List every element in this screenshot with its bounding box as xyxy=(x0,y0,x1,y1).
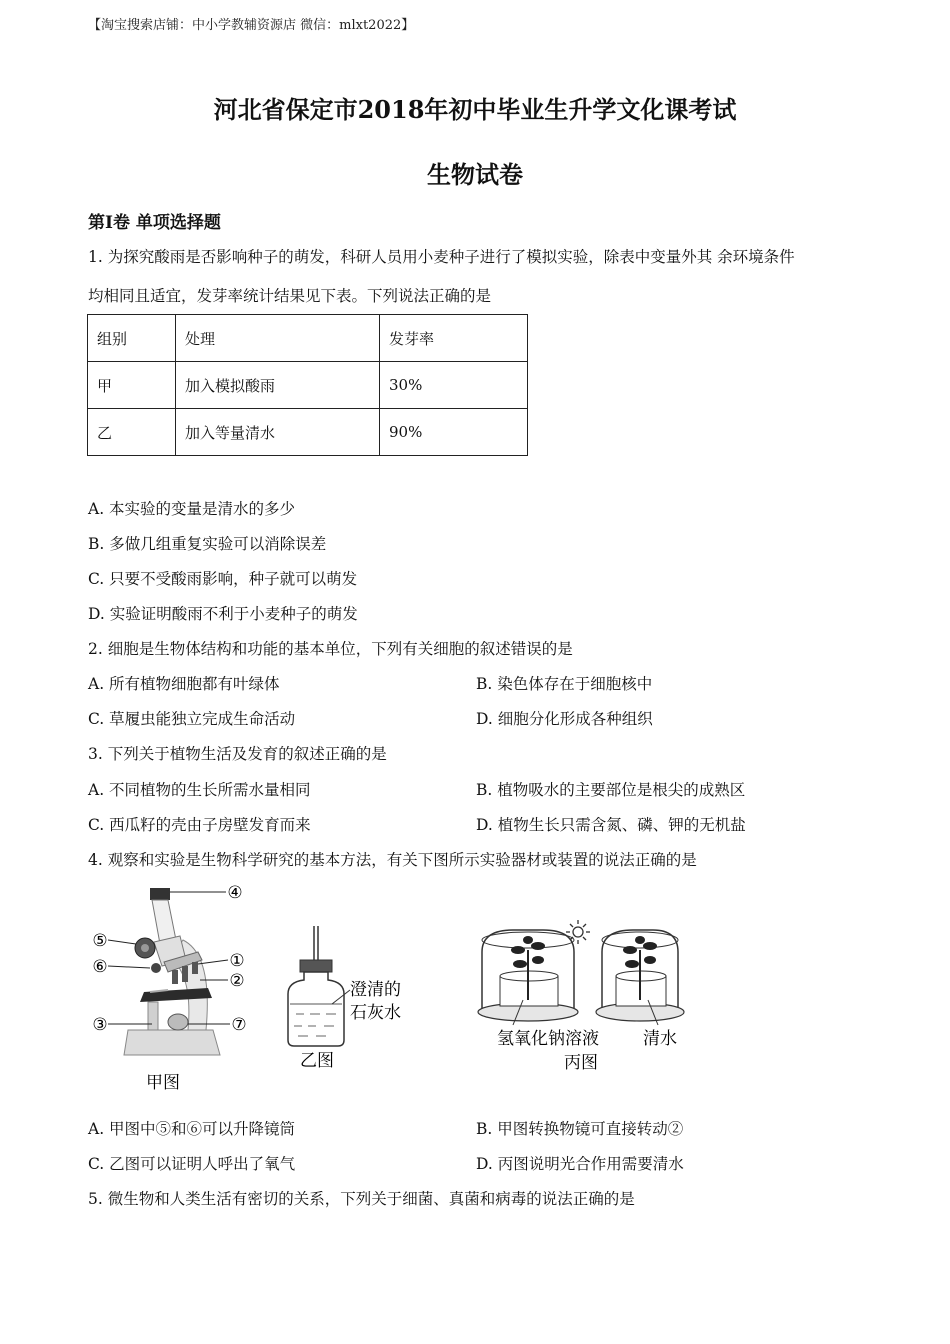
callout-7: ⑦ xyxy=(231,1015,247,1035)
bell-jar-right xyxy=(596,930,684,1021)
label-naoh-solution: 氢氧化钠溶液 xyxy=(497,1029,599,1049)
table-cell: 加入等量清水 xyxy=(176,409,380,456)
callout-6: ⑥ xyxy=(92,957,108,977)
q1-stem-line2: 均相同且适宜，发芽率统计结果见下表。下列说法正确的是 xyxy=(88,287,492,305)
limewater-bottle xyxy=(288,926,350,1046)
q4-stem: 4. 观察和实验是生物科学研究的基本方法，有关下图所示实验器材或装置的说法正确的是 xyxy=(88,851,697,869)
table-row xyxy=(88,409,528,456)
exam-title: 河北省保定市2018年初中毕业生升学文化课考试 xyxy=(213,95,737,124)
q4-option-a: A. 甲图中⑤和⑥可以升降镜筒 xyxy=(88,1120,296,1138)
q4-figure xyxy=(88,880,708,1095)
exam-subtitle: 生物试卷 xyxy=(427,160,523,189)
q2-option-b: B. 染色体存在于细胞核中 xyxy=(476,675,653,693)
figure-label-bing: 丙图 xyxy=(564,1053,598,1073)
label-limewater-line1: 澄清的 xyxy=(350,980,401,1000)
q3-option-b: B. 植物吸水的主要部位是根尖的成熟区 xyxy=(476,781,746,799)
callout-3: ③ xyxy=(92,1015,108,1035)
table-cell: 90% xyxy=(380,409,528,456)
q4-option-d: D. 丙图说明光合作用需要清水 xyxy=(476,1155,684,1173)
q2-option-a: A. 所有植物细胞都有叶绿体 xyxy=(88,675,280,693)
label-clear-water: 清水 xyxy=(643,1029,677,1049)
callout-4: ④ xyxy=(227,883,243,903)
table-header-cell: 组别 xyxy=(88,315,176,362)
microscope-illustration xyxy=(124,888,220,1055)
callout-2: ② xyxy=(229,971,245,991)
callout-1: ① xyxy=(229,951,245,971)
q2-stem: 2. 细胞是生物体结构和功能的基本单位，下列有关细胞的叙述错误的是 xyxy=(88,640,573,658)
table-header-cell: 处理 xyxy=(176,315,380,362)
table-header-row xyxy=(88,315,528,362)
table-cell: 乙 xyxy=(88,409,176,456)
q1-option-c: C. 只要不受酸雨影响，种子就可以萌发 xyxy=(88,570,358,588)
q1-stem-line1: 1. 为探究酸雨是否影响种子的萌发，科研人员用小麦种子进行了模拟实验，除表中变量外其 余环境条件 xyxy=(88,248,795,266)
header-ad: 【淘宝搜索店铺：中小学教辅资源店 微信：mlxt2022】 xyxy=(88,18,415,33)
q2-option-c: C. 草履虫能独立完成生命活动 xyxy=(88,710,296,728)
table-header-cell: 发芽率 xyxy=(380,315,528,362)
q3-stem: 3. 下列关于植物生活及发育的叙述正确的是 xyxy=(88,745,387,763)
q4-option-b: B. 甲图转换物镜可直接转动② xyxy=(476,1120,684,1138)
q4-option-c: C. 乙图可以证明人呼出了氧气 xyxy=(88,1155,296,1173)
bell-jar-left xyxy=(478,930,578,1021)
table-cell: 加入模拟酸雨 xyxy=(176,362,380,409)
label-limewater-line2: 石灰水 xyxy=(350,1003,401,1023)
section-title: 第Ⅰ卷 单项选择题 xyxy=(88,213,221,233)
figure-label-yi: 乙图 xyxy=(300,1051,334,1071)
q3-option-d: D. 植物生长只需含氮、磷、钾的无机盐 xyxy=(476,816,746,834)
q3-option-a: A. 不同植物的生长所需水量相同 xyxy=(88,781,311,799)
table-row xyxy=(88,362,528,409)
table-cell: 甲 xyxy=(88,362,176,409)
q3-option-c: C. 西瓜籽的壳由子房壁发育而来 xyxy=(88,816,311,834)
q2-option-d: D. 细胞分化形成各种组织 xyxy=(476,710,653,728)
figure-label-jia: 甲图 xyxy=(146,1073,180,1093)
q1-option-a: A. 本实验的变量是清水的多少 xyxy=(88,500,296,518)
q5-stem: 5. 微生物和人类生活有密切的关系，下列关于细菌、真菌和病毒的说法正确的是 xyxy=(88,1190,635,1208)
q1-option-b: B. 多做几组重复实验可以消除误差 xyxy=(88,535,327,553)
sun-icon xyxy=(566,920,590,944)
q1-data-table xyxy=(87,314,528,456)
callout-5: ⑤ xyxy=(92,931,108,951)
table-cell: 30% xyxy=(380,362,528,409)
q1-option-d: D. 实验证明酸雨不利于小麦种子的萌发 xyxy=(88,605,358,623)
